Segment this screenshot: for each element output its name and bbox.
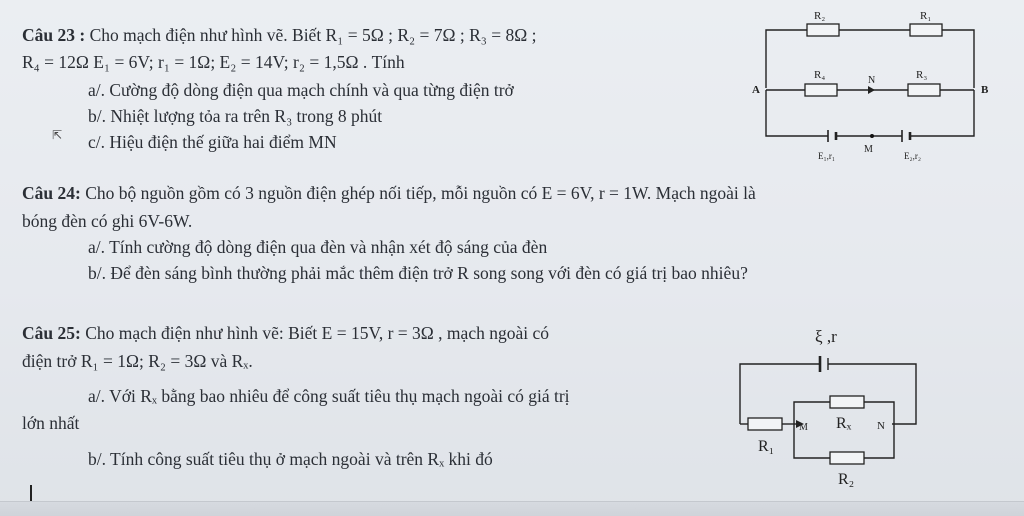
pointer-cursor-icon: ⇱ [52,128,63,142]
label-node-m: M [799,422,808,433]
label-r4: R₄ [814,69,826,81]
label-r2: R₂ [814,10,826,22]
circuit-diagram-q23 [752,2,1012,167]
q24-label: Câu 24: [22,183,81,203]
label-r1: R₁ [920,10,932,22]
resistor-r1 [748,418,782,430]
q24-line2: bóng đèn có ghi 6V-6W. [22,211,193,231]
label-e1: E₁,r₁ [818,151,836,161]
label-node-m: M [864,144,873,155]
q25-part-a1: a/. Với Rₓ bằng bao nhiêu để công suất tiêu thụ mạch ngoài có giá trị [88,386,570,406]
q23-part-c: c/. Hiệu điện thế giữa hai điểm MN [88,132,337,152]
q24-text1: Cho bộ nguồn gồm có 3 nguồn điện ghép nối tiếp, mỗi nguồn có E = 6V, r = 1W. Mạch ngoài là [80,183,756,203]
label-r1: R₁ [758,438,775,455]
circuit-diagram-q25 [720,318,920,493]
bottom-edge-bar [0,501,1024,516]
q23-line1 [22,25,536,45]
resistor-r4 [805,84,837,96]
resistor-r2 [807,24,839,36]
label-source: ξ ,r [815,327,837,346]
resistor-rx [830,396,864,408]
resistor-r1 [910,24,942,36]
q24-line1 [22,183,756,203]
q25-text1: Cho mạch điện như hình vẽ: Biết E = 15V, r = 3Ω , mạch ngoài có [80,323,549,343]
q25-part-a2: lớn nhất [22,413,80,433]
label-rx: Rₓ [836,415,852,432]
label-node-b: B [981,84,989,96]
label-r2: R₂ [838,471,855,488]
q23-part-b: b/. Nhiệt lượng tỏa ra trên R₃ trong 8 phút [88,106,383,126]
q23-label: Câu 23 : [22,25,86,45]
q23-text1: Cho mạch điện như hình vẽ. Biết R₁ = 5Ω ; R₂ = 7Ω ; R₃ = 8Ω ; [85,25,537,45]
q25-label: Câu 25: [22,323,81,343]
label-e2: E₂,r₂ [904,151,922,161]
q24-part-b: b/. Để đèn sáng bình thường phải mắc thêm điện trở R song song với đèn có giá trị bao nhiêu? [88,263,748,283]
q23-line2: R₄ = 12Ω E₁ = 6V; r₁ = 1Ω; E₂ = 14V; r₂ = 1,5Ω . Tính [22,52,405,72]
q25-line2: điện trở R₁ = 1Ω; R₂ = 3Ω và Rₓ. [22,351,253,371]
q25-part-b: b/. Tính công suất tiêu thụ ở mạch ngoài và trên Rₓ khi đó [88,449,493,469]
resistor-r3 [908,84,940,96]
label-node-n: N [868,75,876,86]
label-node-n: N [877,420,885,432]
q25-line1 [22,323,549,343]
q24-part-a: a/. Tính cường độ dòng điện qua đèn và nhận xét độ sáng của đèn [88,237,548,257]
resistor-r2 [830,452,864,464]
label-r3: R₃ [916,69,928,81]
label-node-a: A [752,84,760,96]
q23-part-a: a/. Cường độ dòng điện qua mạch chính và qua từng điện trở [88,80,514,100]
